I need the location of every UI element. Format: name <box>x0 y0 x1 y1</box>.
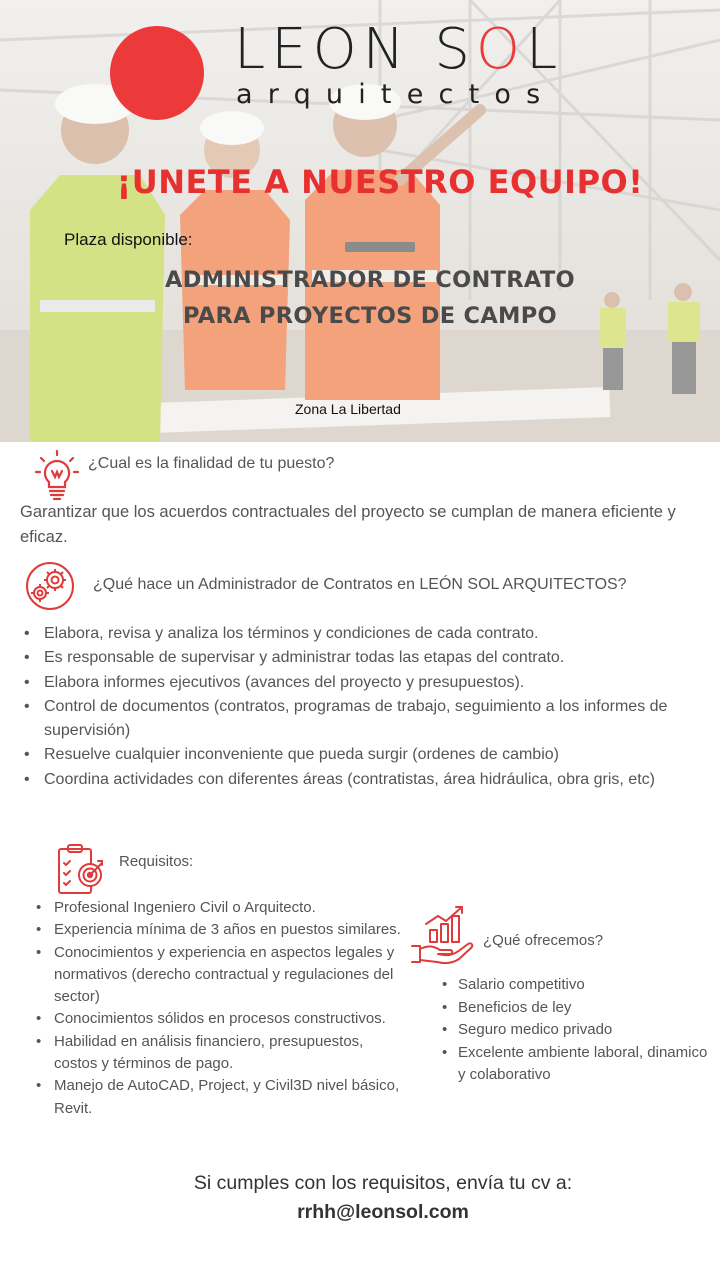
requirements-list <box>30 897 410 1120</box>
job-title <box>0 262 720 334</box>
job-title-line1: ADMINISTRADOR DE CONTRATO <box>165 267 575 293</box>
list-item: • Conocimientos sólidos en procesos constructivos. <box>30 1008 410 1030</box>
contact-email[interactable]: rrhh@leonsol.com <box>297 1201 469 1223</box>
offers-list <box>436 974 716 1087</box>
brand-name: LEON SOL <box>234 17 564 82</box>
list-item: • Coordina actividades con diferentes áreas (contratistas, área hidráulica, obra gris, etc) <box>18 768 710 792</box>
hand-chart-icon <box>410 902 476 968</box>
plaza-label: Plaza disponible: <box>64 230 193 249</box>
list-item: • Elabora, revisa y analiza los términos y condiciones de cada contrato. <box>18 622 710 646</box>
list-item: • Experiencia mínima de 3 años en puestos similares. <box>30 919 410 941</box>
requirements-title: Requisitos: <box>119 853 194 870</box>
contact-line: Si cumples con los requisitos, envía tu cv a: <box>193 1172 573 1194</box>
lightbulb-icon <box>34 449 80 503</box>
list-item: • Conocimientos y experiencia en aspectos legales y normativos (derecho contractual y regulaciones del sector) <box>30 942 410 1009</box>
job-title-line2: PARA PROYECTOS DE CAMPO <box>183 303 557 329</box>
zone-label: Zona La Libertad <box>295 401 401 417</box>
list-item: • Manejo de AutoCAD, Project, y Civil3D nivel básico, Revit. <box>30 1075 410 1120</box>
logo-circle-icon <box>110 26 204 120</box>
list-item: • Es responsable de supervisar y administrar todas las etapas del contrato. <box>18 646 710 670</box>
offers-title: ¿Qué ofrecemos? <box>483 932 604 949</box>
duties-question: ¿Qué hace un Administrador de Contratos en LEÓN SOL ARQUITECTOS? <box>93 576 627 593</box>
duties-list <box>18 622 710 792</box>
headline: ¡UNETE A NUESTRO EQUIPO! <box>116 163 644 201</box>
list-item: • Control de documentos (contratos, programas de trabajo, seguimiento a los informes de supervisión) <box>18 695 710 744</box>
purpose-question: ¿Cual es la finalidad de tu puesto? <box>88 455 335 472</box>
brand-subtitle: arquitectos <box>236 79 556 110</box>
list-item: • Elabora informes ejecutivos (avances del proyecto y presupuestos). <box>18 671 710 695</box>
list-item: • Beneficios de ley <box>436 997 716 1020</box>
hero-banner <box>0 0 720 442</box>
list-item: • Resuelve cualquier inconveniente que pueda surgir (ordenes de cambio) <box>18 743 710 767</box>
list-item: • Excelente ambiente laboral, dinamico y colaborativo <box>436 1042 716 1087</box>
clipboard-target-icon <box>56 843 106 897</box>
list-item: • Profesional Ingeniero Civil o Arquitecto. <box>30 897 410 919</box>
list-item: • Habilidad en análisis financiero, presupuestos, costos y términos de pago. <box>30 1031 410 1076</box>
list-item: • Seguro medico privado <box>436 1019 716 1042</box>
list-item: • Salario competitivo <box>436 974 716 997</box>
purpose-answer: Garantizar que los acuerdos contractuales del proyecto se cumplan de manera eficiente y eficaz. <box>20 503 676 546</box>
gears-icon <box>24 561 76 611</box>
